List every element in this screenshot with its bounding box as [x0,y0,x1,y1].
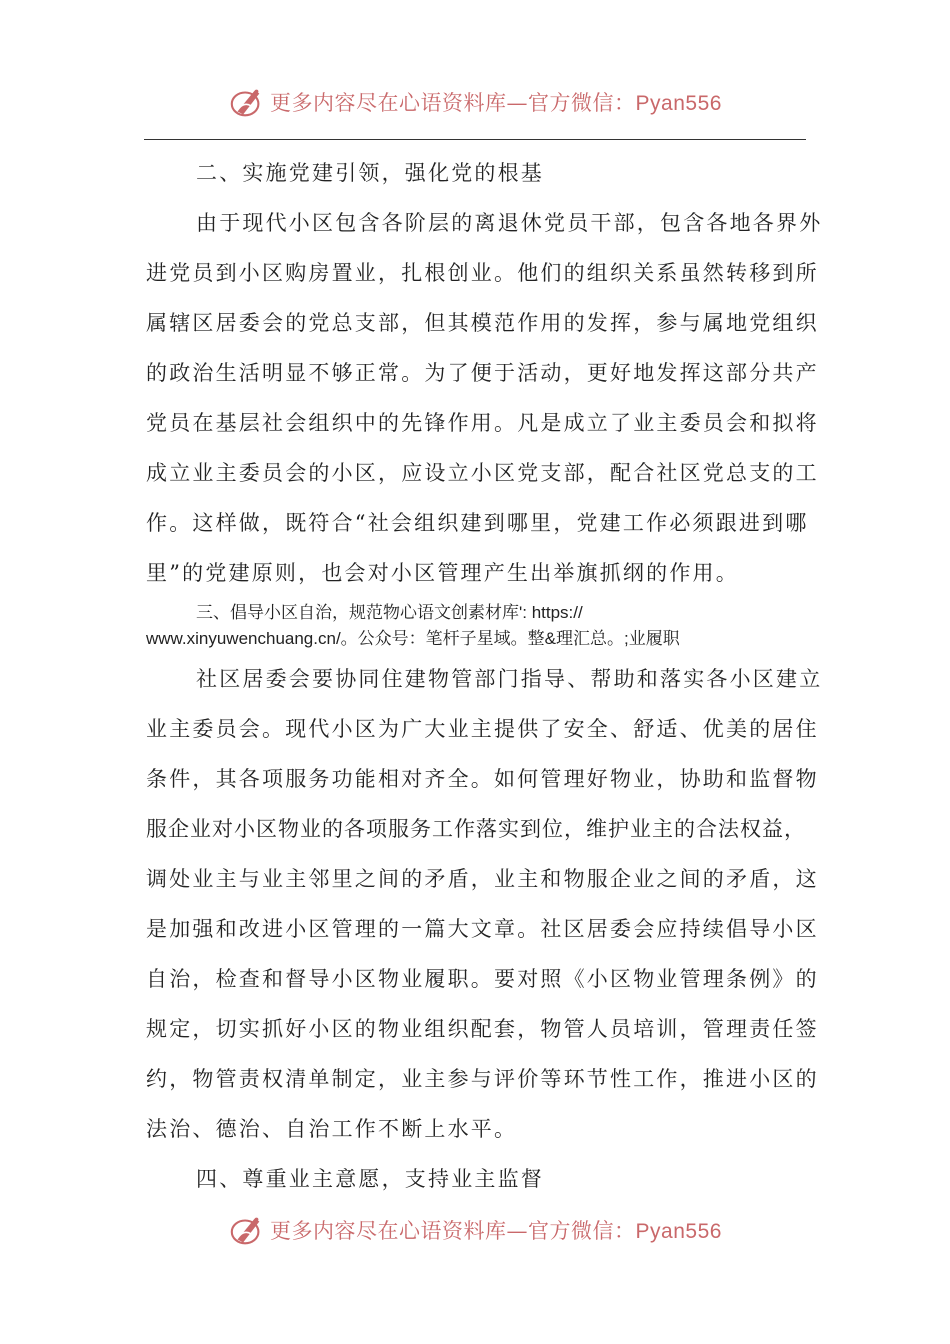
paragraph-2-line: 规定，切实抓好小区的物业组织配套，物管人员培训，管理责任签 [146,1017,819,1041]
header-banner [0,80,950,124]
paragraph-2-line: 社区居委会要协同住建物管部门指导、帮助和落实各小区建立 [196,667,823,691]
footer-banner [0,1208,950,1252]
paragraph-2-line: 业主委员会。现代小区为广大业主提供了安全、舒适、优美的居住 [146,717,819,741]
pen-logo-icon [228,83,266,121]
paragraph-2-line: 条件，其各项服务功能相对齐全。如何管理好物业，协助和监督物 [146,767,819,791]
header-banner-text: 更多内容尽在心语资料库—官方微信：Pyan556 [270,91,722,115]
section-heading-3-line1: 三、倡导小区自治，规范物心语文创素材库': https:// [196,603,583,622]
paragraph-1-line: 党员在基层社会组织中的先锋作用。凡是成立了业主委员会和拟将 [146,411,819,435]
paragraph-2-line: 服企业对小区物业的各项服务工作落实到位，维护业主的合法权益， [146,817,806,841]
section-heading-4: 四、尊重业主意愿，支持业主监督 [196,1167,544,1191]
paragraph-2-line: 自治，检查和督导小区物业履职。要对照《小区物业管理条例》的 [146,967,819,991]
footer-wechat-id: Pyan556 [635,1220,722,1243]
paragraph-1-line: 里”的党建原则，也会对小区管理产生出举旗抓纲的作用。 [146,561,739,585]
section-heading-3-line2: www.xinyuwenchuang.cn/。公众号：笔杆子星域。整&理汇总。;业履职 [146,629,680,648]
paragraph-1-line: 作。这样做，既符合“社会组织建到哪里，党建工作必须跟进到哪 [146,511,809,535]
header-wechat-id: Pyan556 [635,92,722,115]
paragraph-1-line: 成立业主委员会的小区，应设立小区党支部，配合社区党总支的工 [146,461,819,485]
paragraph-1-line: 的政治生活明显不够正常。为了便于活动，更好地发挥这部分共产 [146,361,819,385]
paragraph-2-line: 调处业主与业主邻里之间的矛盾，业主和物服企业之间的矛盾，这 [146,867,819,891]
header-divider [144,139,806,140]
paragraph-2-line: 约，物管责权清单制定，业主参与评价等环节性工作，推进小区的 [146,1067,819,1091]
paragraph-1-line: 由于现代小区包含各阶层的离退休党员干部，包含各地各界外 [196,211,823,235]
article-body [146,148,823,1204]
paragraph-1-line: 进党员到小区购房置业，扎根创业。他们的组织关系虽然转移到所 [146,261,819,285]
paragraph-1-line: 属辖区居委会的党总支部，但其模范作用的发挥，参与属地党组织 [146,311,819,335]
paragraph-2-line: 法治、德治、自治工作不断上水平。 [146,1117,518,1141]
paragraph-2-line: 是加强和改进小区管理的一篇大文章。社区居委会应持续倡导小区 [146,917,819,941]
pen-logo-icon [228,1211,266,1249]
section-heading-2: 二、实施党建引领，强化党的根基 [196,161,544,185]
footer-banner-text: 更多内容尽在心语资料库—官方微信：Pyan556 [270,1219,722,1243]
